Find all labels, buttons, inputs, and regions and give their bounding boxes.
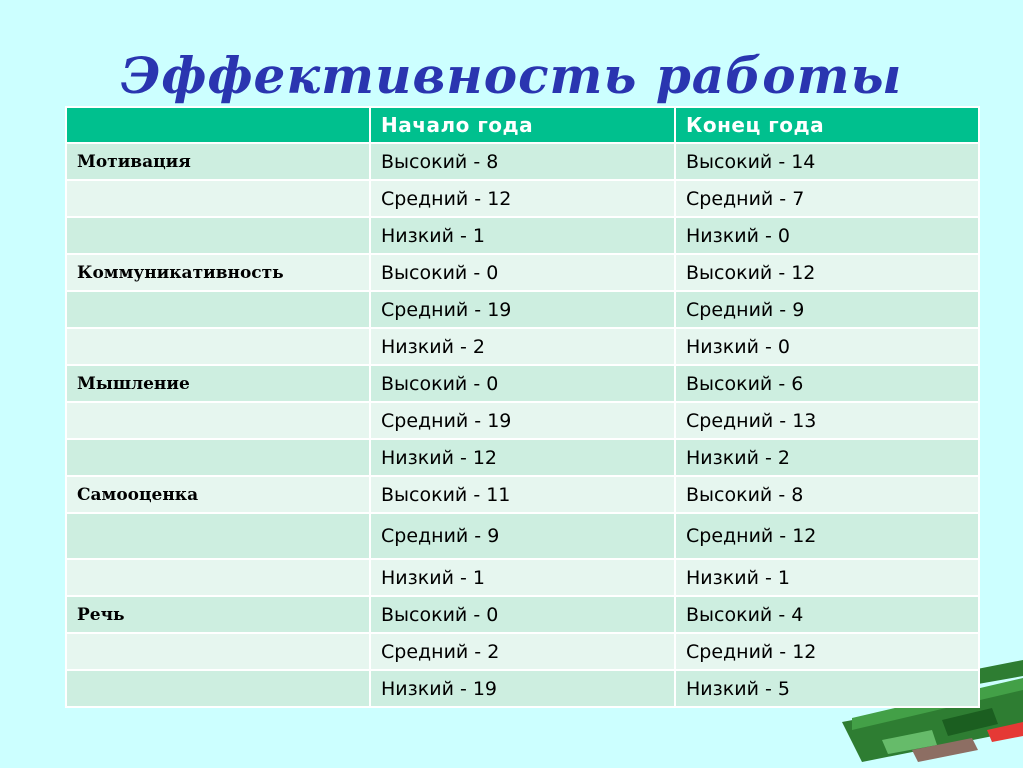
start-of-year-cell: Высокий - 11 (370, 476, 675, 513)
table-row (66, 513, 979, 559)
category-cell (66, 402, 370, 439)
efficiency-table (65, 106, 980, 708)
category-cell: Мышление (66, 365, 370, 402)
category-cell (66, 559, 370, 596)
start-of-year-cell: Высокий - 0 (370, 596, 675, 633)
end-of-year-cell: Высокий - 12 (675, 254, 979, 291)
end-of-year-cell: Низкий - 0 (675, 217, 979, 254)
table-row (66, 559, 979, 596)
start-of-year-cell: Средний - 19 (370, 291, 675, 328)
category-cell (66, 328, 370, 365)
table-row (66, 180, 979, 217)
end-of-year-cell: Высокий - 8 (675, 476, 979, 513)
start-of-year-cell: Низкий - 12 (370, 439, 675, 476)
start-of-year-cell: Низкий - 1 (370, 559, 675, 596)
start-of-year-cell: Средний - 2 (370, 633, 675, 670)
category-cell (66, 670, 370, 707)
start-of-year-cell: Высокий - 8 (370, 143, 675, 180)
table-row (66, 439, 979, 476)
table-row (66, 291, 979, 328)
table-row (66, 596, 979, 633)
start-of-year-cell: Средний - 9 (370, 513, 675, 559)
category-cell: Мотивация (66, 143, 370, 180)
start-of-year-cell: Низкий - 1 (370, 217, 675, 254)
end-of-year-cell: Высокий - 14 (675, 143, 979, 180)
table-row (66, 402, 979, 439)
header-end-of-year: Конец года (675, 107, 979, 143)
category-cell (66, 439, 370, 476)
table-header-row (66, 107, 979, 143)
end-of-year-cell: Высокий - 6 (675, 365, 979, 402)
category-cell (66, 291, 370, 328)
start-of-year-cell: Низкий - 2 (370, 328, 675, 365)
end-of-year-cell: Средний - 12 (675, 633, 979, 670)
category-cell: Речь (66, 596, 370, 633)
start-of-year-cell: Средний - 19 (370, 402, 675, 439)
table-row (66, 633, 979, 670)
page-title: Эффективность работы (120, 46, 903, 105)
table-row (66, 670, 979, 707)
start-of-year-cell: Высокий - 0 (370, 365, 675, 402)
table-row (66, 365, 979, 402)
end-of-year-cell: Низкий - 2 (675, 439, 979, 476)
category-cell: Самооценка (66, 476, 370, 513)
end-of-year-cell: Низкий - 5 (675, 670, 979, 707)
start-of-year-cell: Высокий - 0 (370, 254, 675, 291)
header-start-of-year: Начало года (370, 107, 675, 143)
table-row (66, 143, 979, 180)
end-of-year-cell: Высокий - 4 (675, 596, 979, 633)
end-of-year-cell: Низкий - 1 (675, 559, 979, 596)
end-of-year-cell: Средний - 7 (675, 180, 979, 217)
table-row (66, 254, 979, 291)
start-of-year-cell: Низкий - 19 (370, 670, 675, 707)
end-of-year-cell: Средний - 12 (675, 513, 979, 559)
category-cell (66, 633, 370, 670)
category-cell (66, 217, 370, 254)
table-row (66, 217, 979, 254)
header-empty (66, 107, 370, 143)
category-cell (66, 513, 370, 559)
category-cell: Коммуникативность (66, 254, 370, 291)
table-row (66, 476, 979, 513)
end-of-year-cell: Средний - 13 (675, 402, 979, 439)
end-of-year-cell: Средний - 9 (675, 291, 979, 328)
category-cell (66, 180, 370, 217)
start-of-year-cell: Средний - 12 (370, 180, 675, 217)
end-of-year-cell: Низкий - 0 (675, 328, 979, 365)
table-row (66, 328, 979, 365)
